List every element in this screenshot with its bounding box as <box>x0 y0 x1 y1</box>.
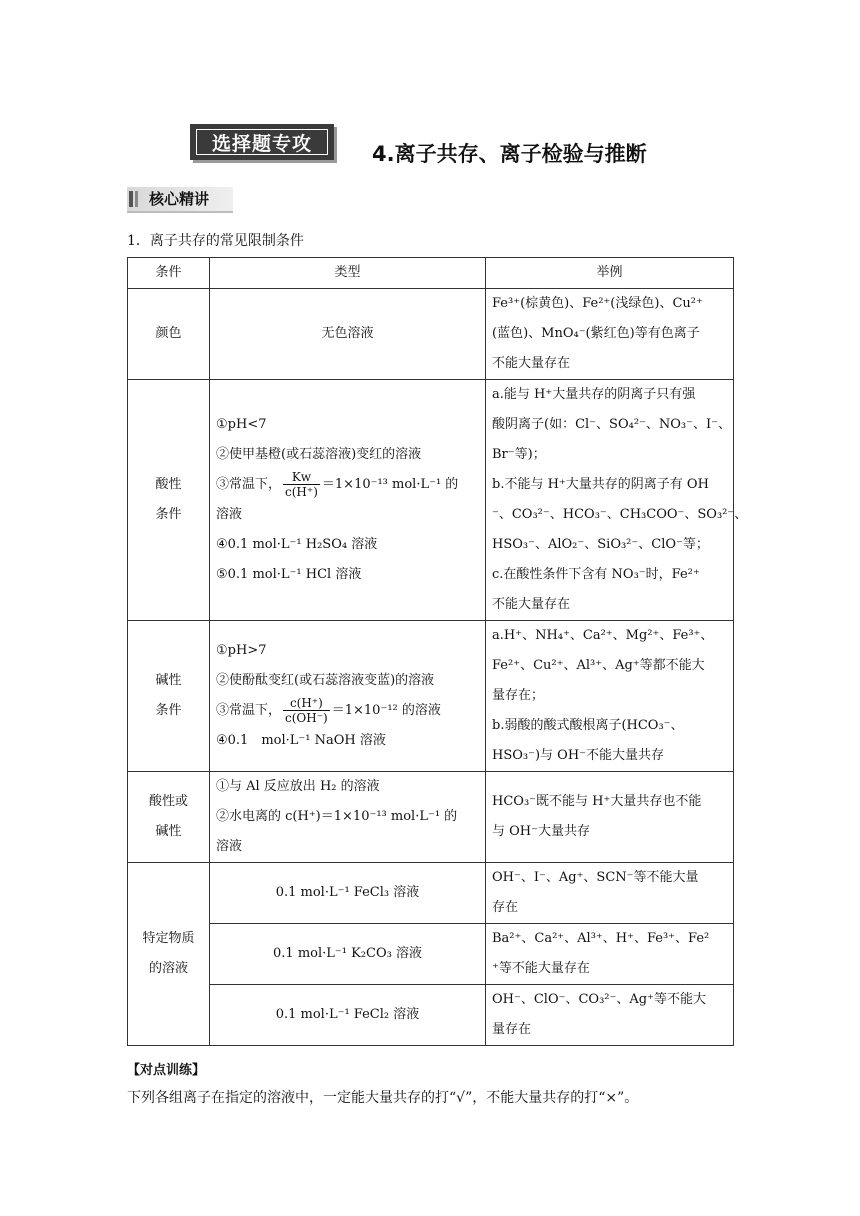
example-cell <box>486 772 734 863</box>
type-text: ＝1×10⁻¹³ mol·L⁻¹ 的 <box>321 477 459 492</box>
condition-line: 特定物质 <box>142 931 195 946</box>
type-line <box>216 696 479 726</box>
type-cell: 0.1 mol·L⁻¹ K₂CO₃ 溶液 <box>210 924 486 985</box>
section-heading-label: 核心精讲 <box>149 190 210 208</box>
example-cell <box>486 380 748 621</box>
subheading: 1．离子共存的常见限制条件 <box>127 233 304 249</box>
type-line: ①与 Al 反应放出 H₂ 的溶液 <box>216 779 380 794</box>
condition-cell: 颜色 <box>128 289 210 380</box>
example-line: HSO₃⁻、AlO₂⁻、SiO₃²⁻、ClO⁻等； <box>492 537 709 552</box>
condition-cell <box>128 772 210 863</box>
type-line: ⑤0.1 mol·L⁻¹ HCl 溶液 <box>216 567 362 582</box>
type-line: 溶液 <box>216 507 243 522</box>
example-line: ⁺等不能大量存在 <box>492 961 590 976</box>
header-cell: 举例 <box>486 258 734 289</box>
table-row <box>128 863 734 924</box>
table-row <box>128 772 734 863</box>
table-header-row <box>128 258 734 289</box>
practice-instructions: 下列各组离子在指定的溶液中，一定能大量共存的打“√”，不能大量共存的打“×”。 <box>127 1090 639 1106</box>
example-cell <box>486 289 734 380</box>
example-line: a.能与 H⁺大量共存的阴离子只有强 <box>492 387 696 402</box>
heading-bar-icon <box>129 191 133 207</box>
fraction <box>283 696 330 725</box>
example-line: HSO₃⁻)与 OH⁻不能大量共存 <box>492 748 665 763</box>
example-line: b.弱酸的酸式酸根离子(HCO₃⁻、 <box>492 718 684 733</box>
section-badge-label: 选择题专攻 <box>196 129 328 155</box>
page-title: 4.离子共存、离子检验与推断 <box>372 142 647 166</box>
example-line: OH⁻、ClO⁻、CO₃²⁻、Ag⁺等不能大 <box>492 992 706 1007</box>
type-line: ②水电离的 c(H⁺)＝1×10⁻¹³ mol·L⁻¹ 的 <box>216 809 458 824</box>
example-line: 酸阴离子(如：Cl⁻、SO₄²⁻、NO₃⁻、I⁻、 <box>492 417 731 432</box>
type-line: 溶液 <box>216 839 243 854</box>
type-line: ①pH>7 <box>216 643 267 658</box>
fraction-denominator: c(H⁺) <box>285 485 318 499</box>
table-row <box>128 924 734 985</box>
example-line: 量存在； <box>492 688 545 703</box>
header-cell: 条件 <box>128 258 210 289</box>
heading-bar-icon <box>135 191 138 207</box>
type-cell: 0.1 mol·L⁻¹ FeCl₂ 溶液 <box>210 985 486 1046</box>
example-cell <box>486 985 734 1046</box>
example-line: 不能大量存在 <box>492 356 571 371</box>
fraction-denominator: c(OH⁻) <box>285 711 328 725</box>
type-line: ①pH<7 <box>216 417 267 432</box>
condition-cell <box>128 380 210 621</box>
condition-line: 酸性或 <box>148 794 188 809</box>
type-cell: 无色溶液 <box>210 289 486 380</box>
example-line: 量存在 <box>492 1022 532 1037</box>
example-line: Fe³⁺(棕黄色)、Fe²⁺(浅绿色)、Cu²⁺ <box>492 296 703 311</box>
example-line: Fe²⁺、Cu²⁺、Al³⁺、Ag⁺等都不能大 <box>492 658 705 673</box>
type-cell: 0.1 mol·L⁻¹ FeCl₃ 溶液 <box>210 863 486 924</box>
type-cell <box>210 772 486 863</box>
condition-cell <box>128 863 210 1046</box>
example-line: a.H⁺、NH₄⁺、Ca²⁺、Mg²⁺、Fe³⁺、 <box>492 628 714 643</box>
type-text: ③常温下， <box>216 703 282 718</box>
example-line: 存在 <box>492 900 519 915</box>
type-line: ②使甲基橙(或石蕊溶液)变红的溶液 <box>216 447 422 462</box>
section-badge <box>190 124 334 160</box>
table-row <box>128 985 734 1046</box>
example-line: b.不能与 H⁺大量共存的阴离子有 OH <box>492 477 709 492</box>
example-line: OH⁻、I⁻、Ag⁺、SCN⁻等不能大量 <box>492 870 699 885</box>
fraction-numerator: c(H⁺) <box>283 696 330 711</box>
example-line: HCO₃⁻既不能与 H⁺大量共存也不能 <box>492 794 702 809</box>
example-line: ⁻、CO₃²⁻、HCO₃⁻、CH₃COO⁻、SO₃²⁻、 <box>492 507 748 522</box>
example-line: c.在酸性条件下含有 NO₃⁻时，Fe²⁺ <box>492 567 700 582</box>
example-line: (蓝色)、MnO₄⁻(紫红色)等有色离子 <box>492 326 700 341</box>
condition-line: 的溶液 <box>148 961 188 976</box>
type-line: ④0.1 mol·L⁻¹ NaOH 溶液 <box>216 733 386 748</box>
condition-line: 碱性 <box>155 673 182 688</box>
example-cell <box>486 863 734 924</box>
table-row <box>128 380 734 621</box>
example-cell <box>486 621 734 772</box>
example-line: Ba²⁺、Ca²⁺、Al³⁺、H⁺、Fe³⁺、Fe² <box>492 931 710 946</box>
type-text: ③常温下， <box>216 477 282 492</box>
type-line <box>216 470 479 500</box>
table-row <box>128 621 734 772</box>
example-line: 与 OH⁻大量共存 <box>492 824 590 839</box>
example-line: 不能大量存在 <box>492 597 571 612</box>
example-line: Br⁻等)； <box>492 447 546 462</box>
example-cell <box>486 924 734 985</box>
conditions-table <box>127 257 748 1046</box>
condition-line: 条件 <box>155 703 182 718</box>
table-row <box>128 289 734 380</box>
fraction-numerator: Kw <box>283 470 320 485</box>
type-cell <box>210 380 486 621</box>
section-heading <box>127 187 233 213</box>
condition-line: 酸性 <box>155 477 182 492</box>
type-text: ＝1×10⁻¹² 的溶液 <box>331 703 441 718</box>
condition-line: 碱性 <box>155 824 182 839</box>
condition-line: 条件 <box>155 507 182 522</box>
condition-cell <box>128 621 210 772</box>
fraction <box>283 470 320 499</box>
practice-title: 【对点训练】 <box>127 1063 206 1078</box>
header-cell: 类型 <box>210 258 486 289</box>
type-line: ②使酚酞变红(或石蕊溶液变蓝)的溶液 <box>216 673 435 688</box>
type-cell <box>210 621 486 772</box>
type-line: ④0.1 mol·L⁻¹ H₂SO₄ 溶液 <box>216 537 378 552</box>
